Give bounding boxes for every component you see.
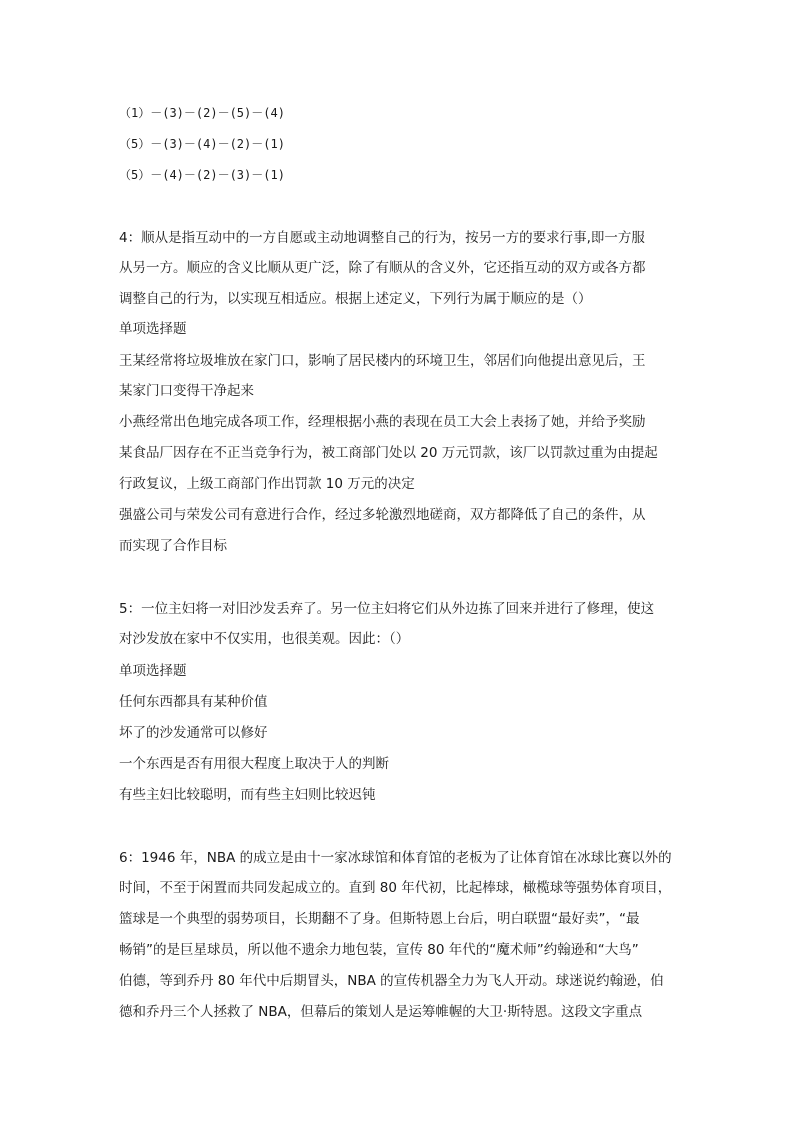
q4-stem-line-1: 4：顺从是指互动中的一方自愿或主动地调整自己的行为，按另一方的要求行事,即一方服 (119, 230, 645, 246)
q4-stem-line-3: 调整自己的行为，以实现互相适应。根据上述定义，下列行为属于顺应的是（） (119, 291, 592, 307)
q6-stem-line-4: 畅销”的是巨星球员，所以他不遗余力地包装，宣传 80 年代的“魔术师”约翰逊和“大鸟” (119, 942, 639, 958)
q5-option-b: 坏了的沙发通常可以修好 (119, 725, 268, 741)
q4-option-c-line-1: 某食品厂因存在不正当竞争行为，被工商部门处以 20 万元罚款，该厂以罚款过重为由提起 (119, 445, 658, 461)
q4-question-type: 单项选择题 (119, 321, 187, 337)
q4-option-c-line-2: 行政复议，上级工商部门作出罚款 10 万元的决定 (119, 476, 415, 492)
q5-option-d: 有些主妇比较聪明，而有些主妇则比较迟钝 (119, 787, 376, 803)
q4-option-a-line-2: 某家门口变得干净起来 (119, 383, 254, 399)
q4-option-b: 小燕经常出色地完成各项工作，经理根据小燕的表现在员工大会上表扬了她，并给予奖励 (119, 414, 646, 430)
q4-option-d-line-1: 强盛公司与荣发公司有意进行合作，经过多轮激烈地磋商，双方都降低了自己的条件，从 (119, 507, 646, 523)
q6-stem-line-3: 篮球是一个典型的弱势项目，长期翻不了身。但斯特恩上台后，明白联盟“最好卖”，“最 (119, 911, 640, 927)
q4-option-a-line-1: 王某经常将垃圾堆放在家门口，影响了居民楼内的环境卫生，邻居们向他提出意见后，王 (119, 353, 646, 369)
q6-stem-line-1: 6：1946 年，NBA 的成立是由十一家冰球馆和体育馆的老板为了让体育馆在冰球比赛以外的 (119, 850, 672, 866)
order-option-c: （5）－(4)－(2)－(3)－(1) (119, 168, 285, 182)
q6-stem-line-5: 伯德，等到乔丹 80 年代中后期冒头，NBA 的宣传机器全力为飞人开动。球迷说约翰逊，伯 (119, 973, 664, 989)
q5-option-c: 一个东西是否有用很大程度上取决于人的判断 (119, 756, 389, 772)
order-option-a: （1）－(3)－(2)－(5)－(4) (119, 106, 285, 120)
q4-stem-line-2: 从另一方。顺应的含义比顺从更广泛，除了有顺从的含义外，它还指互动的双方或各方都 (119, 260, 646, 276)
q6-stem-line-2: 时间，不至于闲置而共同发起成立的。直到 80 年代初，比起棒球，橄榄球等强势体育项目， (119, 880, 672, 896)
q6-stem-line-6: 德和乔丹三个人拯救了 NBA，但幕后的策划人是运筹帷幄的大卫·斯特恩。这段文字重点 (119, 1004, 643, 1020)
q4-option-d-line-2: 而实现了合作目标 (119, 538, 227, 554)
order-option-b: （5）－(3)－(4)－(2)－(1) (119, 137, 285, 151)
q5-stem-line-1: 5：一位主妇将一对旧沙发丢弃了。另一位主妇将它们从外边拣了回来并进行了修理，使这 (119, 601, 655, 617)
q5-stem-line-2: 对沙发放在家中不仅实用，也很美观。因此：（） (119, 631, 410, 647)
q5-question-type: 单项选择题 (119, 663, 187, 679)
q5-option-a: 任何东西都具有某种价值 (119, 694, 268, 710)
